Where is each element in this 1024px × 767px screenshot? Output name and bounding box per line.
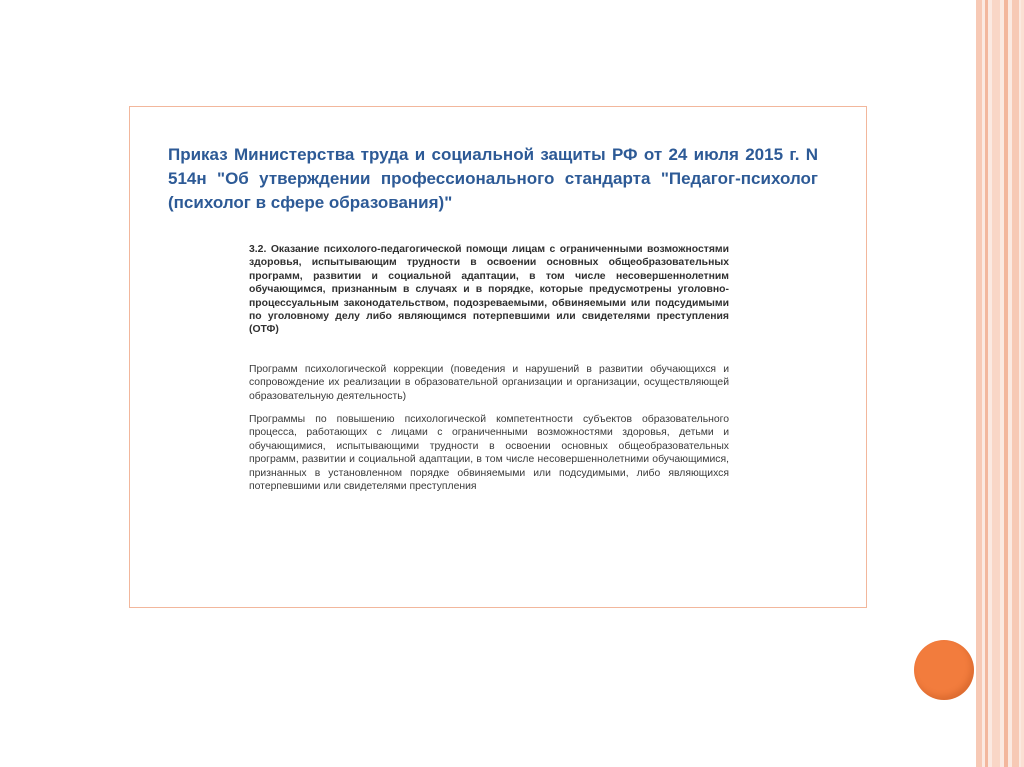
stripe [1004, 0, 1008, 767]
stripe [1012, 0, 1019, 767]
list-item: Программы по повышению психологической компетентности субъектов образовательного процесса, работающих с лицами с ограниченными возможностями здоровья, детьми и обучающимися, испытывающими трудности в освоении основных общеобразовательных программ, развитии и социальной адаптации, в том числе несовершеннолетними обучающимися, признанных в установленном порядке обвиняемыми или подсудимыми, либо являющихся потерпевшими или свидетелями преступления [249, 414, 729, 493]
document-excerpt [249, 243, 729, 494]
stripe [992, 0, 1000, 767]
decorative-stripes [976, 0, 1024, 767]
list-item: Программ психологической коррекции (поведения и нарушений в развитии обучающихся и сопровождение их реализации в образовательной организации и организации, осуществляющей образовательную деятельность) [249, 363, 729, 402]
stripe [976, 0, 982, 767]
decorative-circle-icon [914, 640, 974, 700]
stripe [985, 0, 988, 767]
slide-heading: Приказ Министерства труда и социальной защиты РФ от 24 июля 2015 г. N 514н "Об утверждении профессионального стандарта "Педагог-психолог (психолог в сфере образования)" [168, 145, 818, 212]
slide-content-frame [129, 106, 867, 608]
section-title: 3.2. Оказание психолого-педагогической помощи лицам с ограниченными возможностями здоровья, испытывающим трудности в освоении основных общеобразовательных программ, развитии и социальной адаптации, в том числе несовершеннолетним обучающимся, признанным в случаях и в порядке, которые предусмотрены уголовно-процессуальным законодательством, подозреваемыми, обвиняемыми или подсудимыми по уголовному делу либо являющимся потерпевшими или свидетелями преступления (ОТФ) [249, 244, 729, 336]
